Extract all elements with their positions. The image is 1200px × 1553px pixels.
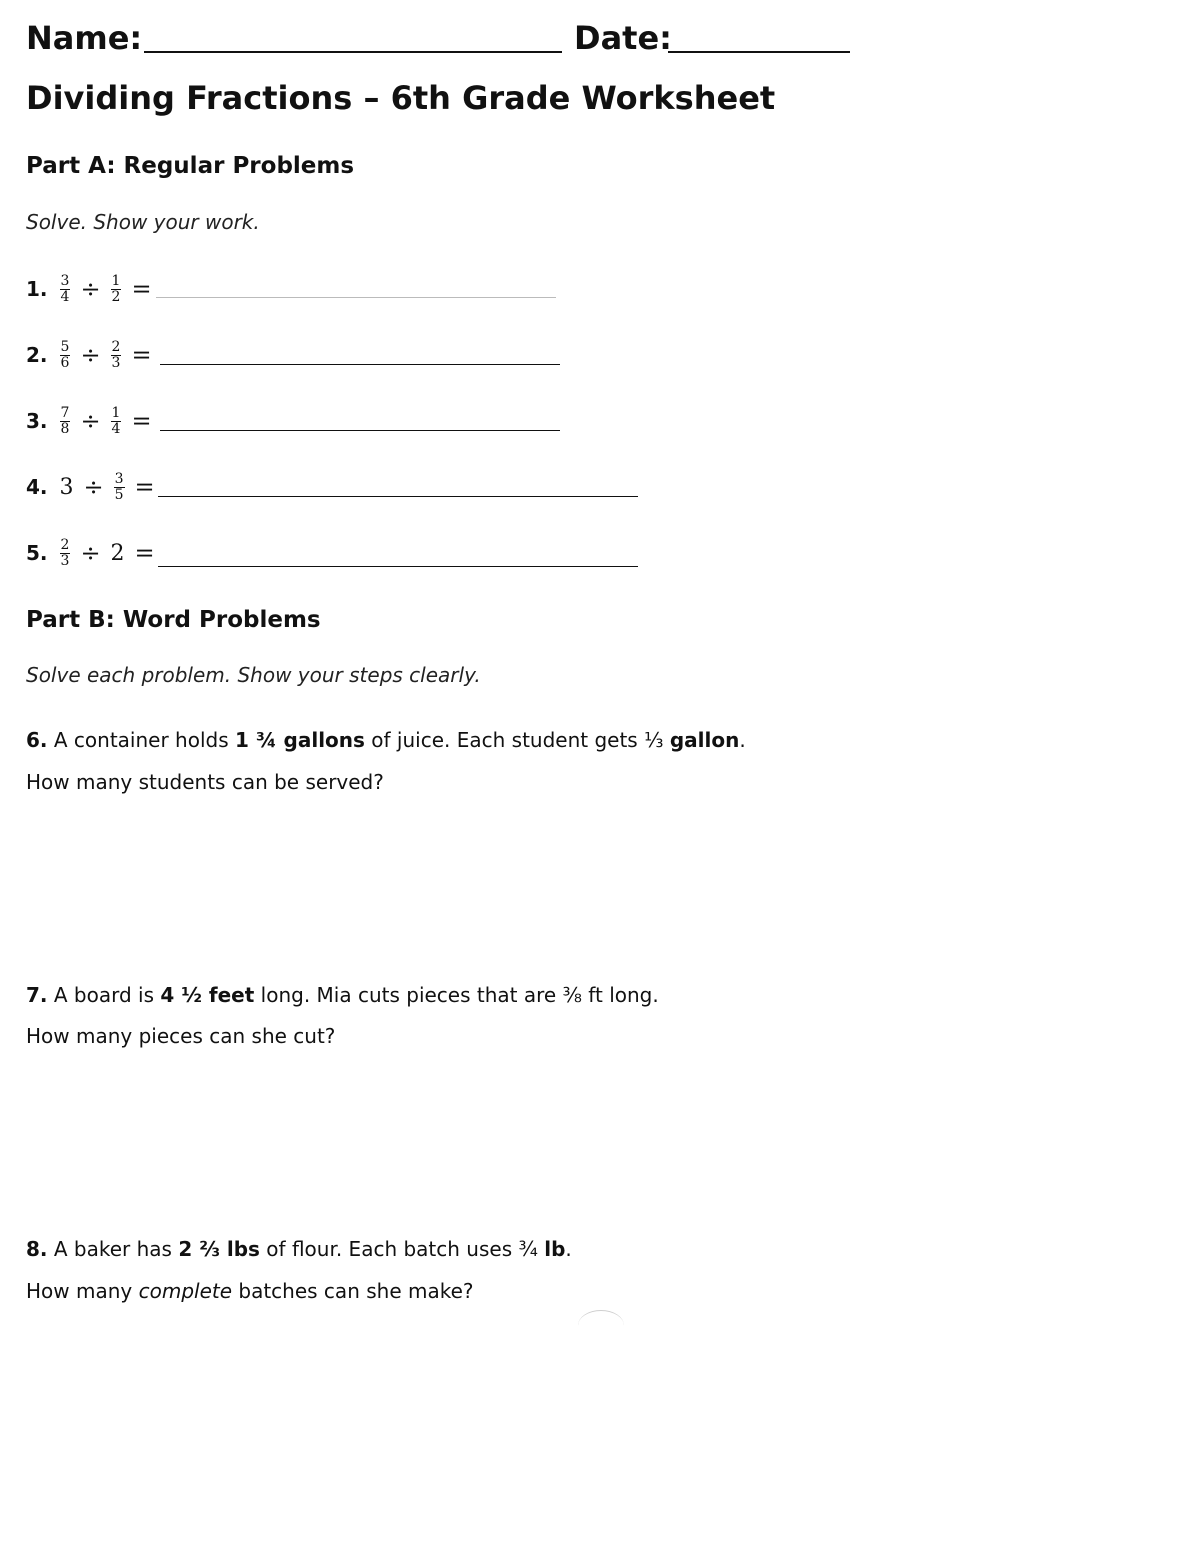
numerator: 2	[60, 536, 70, 553]
problem-1	[26, 264, 158, 314]
name-label: Name:	[26, 19, 143, 57]
denominator: 8	[60, 420, 70, 437]
problem-number: 3.	[26, 409, 48, 433]
numerator: 3	[60, 272, 70, 289]
denominator: 6	[60, 354, 70, 371]
equals-sign: =	[134, 539, 155, 567]
date-field[interactable]	[668, 51, 850, 53]
problem-number: 2.	[26, 343, 48, 367]
fraction	[111, 406, 122, 437]
part-b-heading: Part B: Word Problems	[26, 607, 321, 633]
word-problem-8	[26, 1235, 572, 1263]
divide-sign: ÷	[80, 275, 101, 303]
problem-number: 5.	[26, 541, 48, 565]
equals-sign: =	[131, 275, 152, 303]
problem-text: .	[565, 1237, 572, 1261]
problem-quantity: 2 ⅔ lbs	[178, 1237, 260, 1261]
word-problem-6	[26, 726, 746, 754]
page-title: Dividing Fractions – 6th Grade Worksheet	[26, 79, 776, 117]
denominator: 3	[60, 552, 70, 569]
fraction	[60, 340, 71, 371]
problem-quantity: 4 ½ feet	[160, 983, 255, 1007]
problem-text: of flour. Each batch uses ¾	[259, 1237, 545, 1261]
problem-2	[26, 330, 158, 380]
problem-text: of juice. Each student gets ⅓	[364, 728, 670, 752]
problem-3	[26, 396, 158, 446]
word-problem-7	[26, 981, 659, 1009]
problem-text: .	[739, 728, 746, 752]
denominator: 5	[114, 486, 124, 503]
numerator: 2	[111, 338, 121, 355]
denominator: 2	[111, 288, 121, 305]
problem-number: 4.	[26, 475, 48, 499]
denominator: 3	[111, 354, 121, 371]
equals-sign: =	[131, 407, 152, 435]
problem-unit: gallon	[669, 728, 740, 752]
fraction	[60, 538, 71, 569]
divide-sign: ÷	[83, 473, 104, 501]
problem-unit: lb	[544, 1237, 566, 1261]
problem-text: A baker has	[47, 1237, 179, 1261]
word-problem-6-question: How many students can be served?	[26, 770, 384, 794]
numerator: 3	[114, 470, 124, 487]
problem-5	[26, 528, 161, 578]
question-text: batches can she make?	[232, 1279, 474, 1303]
denominator: 4	[111, 420, 121, 437]
answer-line-4[interactable]	[158, 496, 638, 497]
problem-number: 8.	[26, 1237, 48, 1261]
fraction	[60, 406, 71, 437]
denominator: 4	[60, 288, 70, 305]
whole-number: 2	[110, 540, 125, 566]
name-field[interactable]	[144, 51, 562, 53]
divide-sign: ÷	[80, 539, 101, 567]
numerator: 1	[111, 404, 121, 421]
answer-line-3[interactable]	[160, 430, 560, 431]
problem-quantity: 1 ¾ gallons	[234, 728, 365, 752]
numerator: 7	[60, 404, 70, 421]
answer-line-1[interactable]	[156, 297, 556, 298]
whole-number: 3	[59, 474, 74, 500]
problem-text: A board is	[47, 983, 161, 1007]
part-a-heading: Part A: Regular Problems	[26, 153, 355, 179]
problem-number: 1.	[26, 277, 48, 301]
problem-text: A container holds	[47, 728, 235, 752]
numerator: 1	[111, 272, 121, 289]
problem-number: 6.	[26, 728, 48, 752]
problem-4	[26, 462, 161, 512]
fraction	[111, 340, 122, 371]
problem-text: long. Mia cuts pieces that are ⅜ ft long.	[254, 983, 659, 1007]
answer-line-5[interactable]	[158, 566, 638, 567]
answer-line-2[interactable]	[160, 364, 560, 365]
fraction	[60, 274, 71, 305]
fraction	[111, 274, 122, 305]
divide-sign: ÷	[80, 407, 101, 435]
date-label: Date:	[574, 19, 672, 57]
decorative-arc	[578, 1310, 624, 1341]
divide-sign: ÷	[80, 341, 101, 369]
problem-number: 7.	[26, 983, 48, 1007]
word-problem-8-question	[26, 1277, 474, 1305]
part-a-instruction: Solve. Show your work.	[26, 210, 260, 234]
equals-sign: =	[134, 473, 155, 501]
question-text: How many	[26, 1279, 139, 1303]
word-problem-7-question: How many pieces can she cut?	[26, 1024, 336, 1048]
fraction	[114, 472, 125, 503]
equals-sign: =	[131, 341, 152, 369]
numerator: 5	[60, 338, 70, 355]
question-emphasis: complete	[138, 1279, 233, 1303]
part-b-instruction: Solve each problem. Show your steps clearly.	[26, 663, 481, 687]
